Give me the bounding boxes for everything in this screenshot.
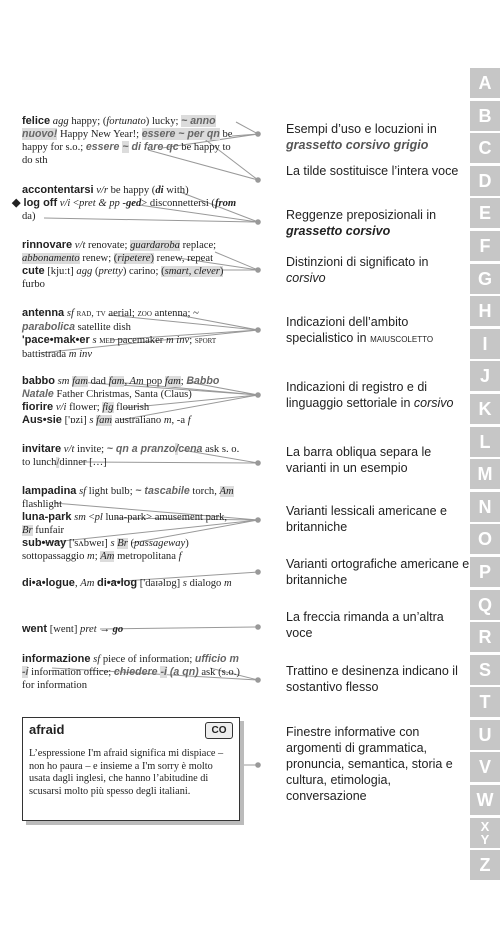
tab-v[interactable]: V (470, 752, 500, 782)
conversation-badge: CO (205, 722, 233, 739)
tab-n[interactable]: N (470, 492, 500, 522)
tab-u[interactable]: U (470, 720, 500, 750)
description-8: Varianti lessicali americane e britanniche (286, 504, 447, 534)
tab-e[interactable]: E (470, 198, 500, 228)
info-box-body: L’espressione I'm afraid significa mi dispiace – non ho paura – e insieme a I'm sorry è molto usata dagli inglesi, che hanno l’abitudine di scusarsi molto più spesso degli italiani. (29, 748, 224, 797)
tab-s[interactable]: S (470, 655, 500, 685)
description-1: Esempi d’uso e locuzioni in grassetto corsivo grigio (286, 122, 437, 152)
tab-p[interactable]: P (470, 557, 500, 587)
description-10: La freccia rimanda a un’altra voce (286, 610, 444, 640)
info-box-header (23, 718, 239, 742)
entry-went: went [went] pret → go (22, 623, 124, 635)
tab-w[interactable]: W (470, 785, 500, 815)
entry-babbo: babbo sm fam dad fam, Am pop fam; Babbo Natale Father Christmas, Santa (Claus) fiorire v/i flower; fig flourish Aus•sie ['ɒzi] s fam australiano m, -a f (22, 375, 220, 426)
info-box-title: afraid (29, 722, 65, 737)
tab-m[interactable]: M (470, 459, 500, 489)
description-7: La barra obliqua separa le varianti in un esempio (286, 445, 432, 475)
entry-antenna: antenna sf rad, tv aerial; zoo antenna; ~ parabolica satellite dish 'pace•mak•er s med pacemaker m inv; sport battistrada m inv (22, 307, 217, 360)
tab-z[interactable]: Z (470, 850, 500, 880)
entry-dialogue: di•a•logue, Am di•a•log ['daɪəlɒg] s dialogo m (22, 577, 232, 589)
description-11: Trattino e desinenza indicano il sostantivo flesso (286, 664, 458, 694)
tab-j[interactable]: J (470, 361, 500, 391)
description-12: Finestre informative con argomenti di grammatica, pronuncia, semantica, storia e cultura, etimologia, conversazione (286, 725, 453, 803)
tab-b[interactable]: B (470, 101, 500, 131)
tab-k[interactable]: K (470, 394, 500, 424)
tab-r[interactable]: R (470, 622, 500, 652)
tab-i[interactable]: I (470, 329, 500, 359)
info-box (22, 717, 240, 821)
tab-d[interactable]: D (470, 166, 500, 196)
tab-o[interactable]: O (470, 524, 500, 554)
description-4: Distinzioni di significato in corsivo (286, 255, 429, 285)
description-9: Varianti ortografiche americane e britanniche (286, 557, 470, 587)
description-6: Indicazioni di registro e di linguaggio settoriale in corsivo (286, 380, 454, 410)
tab-q[interactable]: Q (470, 590, 500, 620)
tab-h[interactable]: H (470, 296, 500, 326)
tab-a[interactable]: A (470, 68, 500, 98)
tab-l[interactable]: L (470, 427, 500, 457)
entry-rinnovare: rinnovare v/t renovate; guardaroba replace; abbonamento renew; (ripetere) renew, repeat cute [kjuːt] agg (pretty) carino; (smart, clever) furbo (22, 239, 224, 290)
entry-informazione: informazione sf piece of information; ufficio m -i information office; chiedere -i (a qn) ask (s.o.) for information (22, 653, 240, 691)
tab-xy[interactable]: X Y (470, 818, 500, 848)
description-3: Reggenze preposizionali in grassetto corsivo (286, 208, 437, 238)
entry-lampadina: lampadina sf light bulb; ~ tascabile torch, Am flashlight luna-park sm <pl luna-park> amusement park, Br funfair sub•way ['sʌbweɪ] s Br (passageway) sottopassaggio m; Am metropolitana f (22, 485, 234, 562)
alphabet-tabs (470, 68, 500, 883)
entry-invitare: invitare v/t invite; ~ qn a pranzo/cena ask s. o. to lunch/dinner […] (22, 443, 240, 468)
entry-accontentarsi: accontentarsi v/r be happy (di with) ◆ log off v/i <pret & pp -ged> disconnettersi (from da) (12, 184, 237, 222)
description-5: Indicazioni dell’ambito specialistico in maiuscoletto (286, 315, 434, 345)
tab-g[interactable]: G (470, 264, 500, 294)
tab-t[interactable]: T (470, 687, 500, 717)
tab-c[interactable]: C (470, 133, 500, 163)
tab-f[interactable]: F (470, 231, 500, 261)
description-2: La tilde sostituisce l’intera voce (286, 164, 459, 178)
entry-felice: felice agg happy; (fortunato) lucky; ~ anno nuovo! Happy New Year!; essere ~ per qn be happy for s.o.; essere ~ di fare qc be happy to do sth (22, 115, 233, 166)
